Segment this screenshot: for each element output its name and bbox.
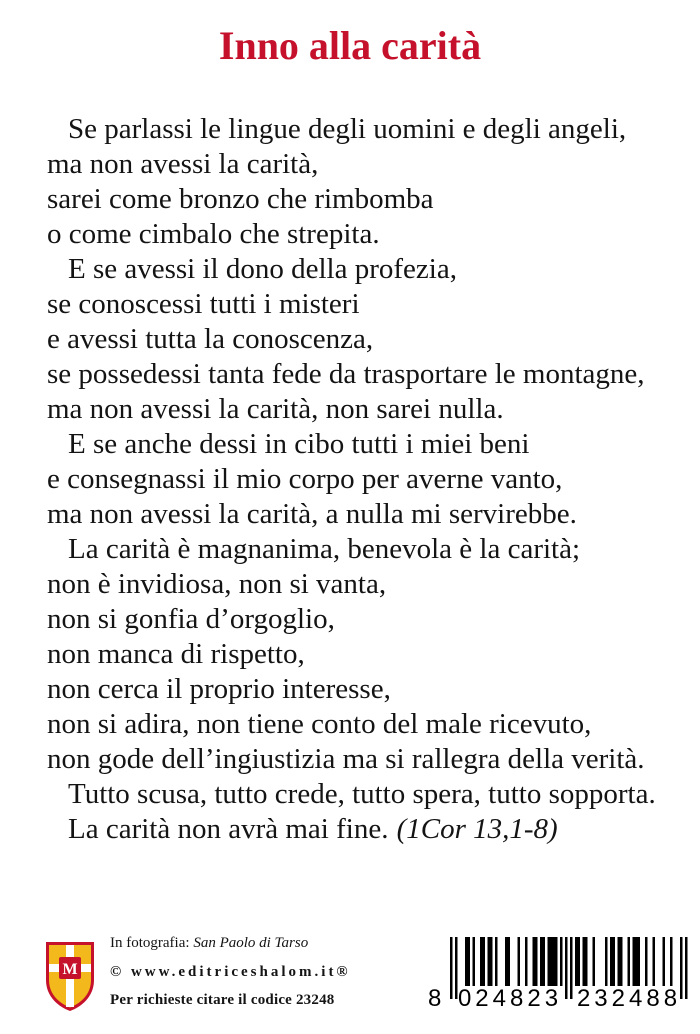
barcode-bar <box>488 937 493 986</box>
verse-text: La carità è magnanima, benevola è la carità; <box>68 533 581 565</box>
barcode-bar <box>495 937 498 986</box>
barcode-left-digits: 024823 <box>457 985 563 1012</box>
verse-text: Se parlassi le lingue degli uomini e degli angeli, <box>68 113 627 145</box>
barcode-guard-bar <box>450 937 453 999</box>
barcode-bar <box>465 937 470 986</box>
verse-text: Tutto scusa, tutto crede, tutto spera, tutto sopporta. <box>68 778 656 810</box>
publisher-info <box>110 929 351 1015</box>
barcode-bar <box>645 937 648 986</box>
verse-line <box>47 112 656 147</box>
verse-text: La carità non avrà mai fine. <box>68 813 389 845</box>
verse-text: non è invidiosa, non si vanta, <box>47 568 387 600</box>
barcode-bar <box>533 937 538 986</box>
verse-line <box>47 672 656 707</box>
verse-text: ma non avessi la carità, non sarei nulla. <box>47 393 504 425</box>
barcode-bar <box>605 937 608 986</box>
verse-line <box>47 427 656 462</box>
barcode-bar <box>525 937 528 986</box>
photo-label: In fotografia: <box>110 935 190 951</box>
verse-text: non cerca il proprio interesse, <box>47 673 391 705</box>
verse-line <box>47 742 656 777</box>
barcode-bar <box>663 937 666 986</box>
verse-text: non gode dell’ingiustizia ma si rallegra della verità. <box>47 743 645 775</box>
verse-line <box>47 567 656 602</box>
verse-line <box>47 602 656 637</box>
barcode-first-digit: 8 <box>428 985 442 1012</box>
order-code-text: Per richieste citare il codice 23248 <box>110 992 335 1008</box>
barcode-guard-bar <box>570 937 573 999</box>
stanza <box>47 252 656 427</box>
verse-line <box>47 462 656 497</box>
verse-text: se conoscessi tutti i misteri <box>47 288 360 320</box>
barcode-bar <box>518 937 521 986</box>
stanza <box>47 427 656 532</box>
verse-line <box>47 497 656 532</box>
verse-text: ma non avessi la carità, a nulla mi servirebbe. <box>47 498 577 530</box>
verse-line <box>47 392 656 427</box>
verse-text: ma non avessi la carità, <box>47 148 319 180</box>
barcode-bar <box>548 937 558 986</box>
stanza <box>47 532 656 777</box>
barcode-guard-bar <box>565 937 568 999</box>
barcode-bar <box>670 937 673 986</box>
verse-text: non si gonfia d’orgoglio, <box>47 603 335 635</box>
barcode-bar <box>628 937 631 986</box>
verse-line <box>47 532 656 567</box>
website-text: © www.editriceshalom.it® <box>110 963 351 980</box>
photo-credit <box>110 929 351 958</box>
page-title: Inno alla carità <box>218 23 482 68</box>
stanza <box>47 777 656 812</box>
verse-text: sarei come bronzo che rimbomba <box>47 183 434 215</box>
shield-logo-icon <box>44 940 96 1012</box>
verse-line <box>47 182 656 217</box>
verse-line <box>47 777 656 812</box>
verse-line <box>47 252 656 287</box>
barcode-guard-bar <box>685 937 688 999</box>
barcode-bar <box>653 937 656 986</box>
barcode-bar <box>583 937 588 986</box>
verse-line <box>47 322 656 357</box>
verse-line <box>47 287 656 322</box>
verse-text: E se avessi il dono della profezia, <box>68 253 457 285</box>
verse-text: se possedessi tanta fede da trasportare le montagne, <box>47 358 645 390</box>
verse-line <box>47 637 656 672</box>
hymn-text <box>47 112 656 847</box>
barcode-bar <box>473 937 476 986</box>
verse-line <box>47 217 656 252</box>
scripture-reference: (1Cor 13,1-8) <box>396 813 558 845</box>
verse-line <box>47 812 656 847</box>
verse-line <box>47 707 656 742</box>
barcode-bar <box>618 937 623 986</box>
barcode-bar <box>560 937 563 986</box>
stanza <box>47 812 656 847</box>
barcode-bar <box>505 937 510 986</box>
barcode-bar <box>610 937 615 986</box>
barcode-bar <box>575 937 580 986</box>
verse-text: non manca di rispetto, <box>47 638 305 670</box>
verse-text: e avessi tutta la conoscenza, <box>47 323 374 355</box>
verse-text: non si adira, non tiene conto del male ricevuto, <box>47 708 592 740</box>
verse-text: e consegnassi il mio corpo per averne vanto, <box>47 463 563 495</box>
barcode-bar <box>593 937 596 986</box>
barcode-bar <box>633 937 641 986</box>
verse-text: o come cimbalo che strepita. <box>47 218 380 250</box>
logo-letter: M <box>62 961 78 978</box>
verse-line <box>47 147 656 182</box>
verse-text: E se anche dessi in cibo tutti i miei beni <box>68 428 530 460</box>
barcode-bar <box>540 937 545 986</box>
photo-subject: San Paolo di Tarso <box>193 935 309 951</box>
stanza <box>47 112 656 252</box>
barcode-bar <box>480 937 485 986</box>
barcode-right-digits: 232488 <box>576 985 682 1012</box>
verse-line <box>47 357 656 392</box>
